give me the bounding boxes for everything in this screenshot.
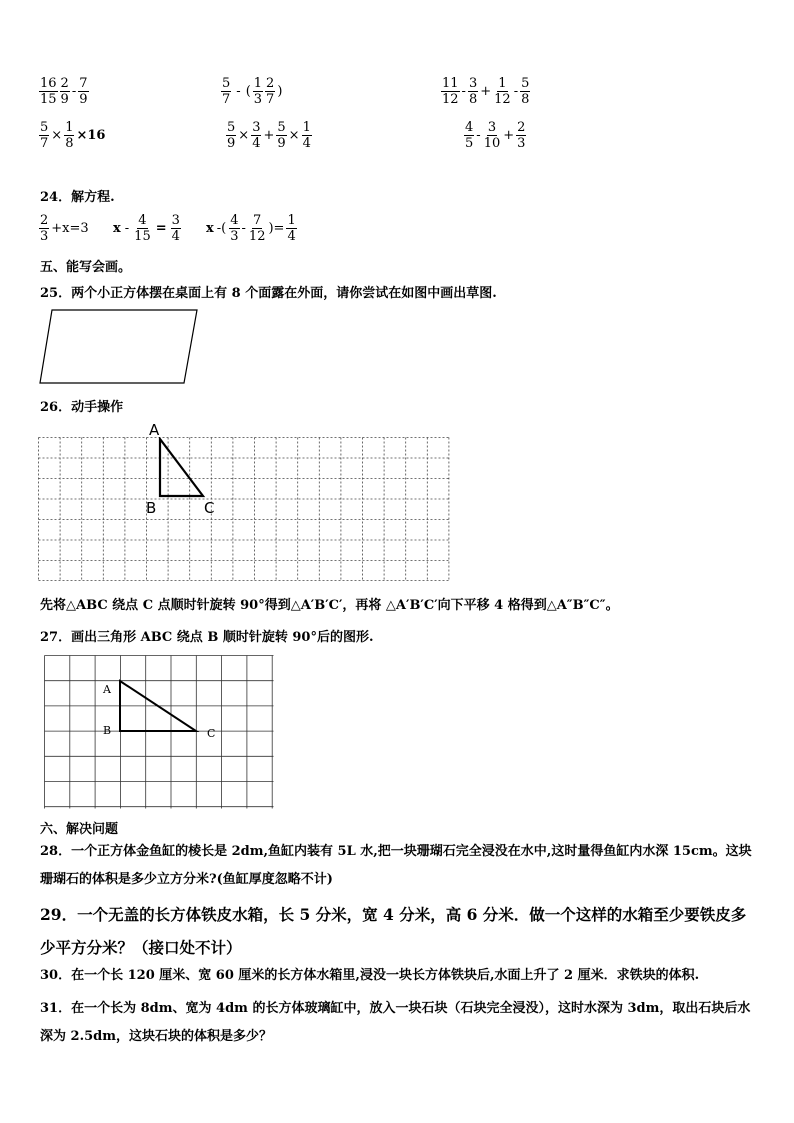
q26-title: 26．动手操作 xyxy=(40,400,124,415)
q28-text: 28．一个正方体金鱼缸的棱长是 2dm,鱼缸内装有 5L 水,把一块珊瑚石完全浸没在水中,这时量得鱼缸内水深 15cm。这块珊瑚石的体积是多少立方分米?(鱼缸厚度忽略不计) xyxy=(40,844,752,887)
q31-text: 31．在一个长为 8dm、宽为 4dm 的长方体玻璃缸中，放入一块石块（石块完全浸没），这时水深为 3dm，取出石块后水深为 2.5dm，这块石块的体积是多少？ xyxy=(40,1001,751,1044)
q25-text: 25．两个小正方体摆在桌面上有 8 个面露在外面，请你尝试在如图中画出草图. xyxy=(40,286,497,301)
q27-title: 27．画出三角形 ABC 绕点 B 顺时针旋转 90°后的图形. xyxy=(40,630,374,645)
calc-expression-3: $\frac{11}{12}$ - $\frac{3}{8}$ + $\frac{1}{12}$ - $\frac{5}{8}$ xyxy=(442,76,530,107)
q30-text: 30．在一个长 120 厘米、宽 60 厘米的长方体水箱里,浸没一块长方体铁块后,水面上升了 2 厘米．求铁块的体积. xyxy=(40,968,700,983)
q27-label-b: B xyxy=(103,724,112,737)
q26-label-b: B xyxy=(146,499,157,517)
q26-grid xyxy=(38,437,450,581)
equation-2: x - $\frac{4}{15}$ = $\frac{3}{4}$ xyxy=(113,213,180,244)
parallelogram-figure xyxy=(38,308,200,386)
q29-text: 29．一个无盖的长方体铁皮水箱，长 5 分米，宽 4 分米，高 6 分米．做一个这样的水箱至少要铁皮多少平方分米？（接口处不计） xyxy=(40,905,747,957)
q24-title: 24．解方程. xyxy=(40,190,115,205)
section-6-heading: 六、解决问题 xyxy=(40,822,119,837)
calc-expression-2: $\frac{5}{7}$ - ( $\frac{1}{3}$ $\frac{2}{7}$ ) xyxy=(222,76,283,107)
q26-label-a: A xyxy=(149,421,160,439)
q27-label-c: C xyxy=(207,727,216,740)
triangle-abc-q26 xyxy=(160,439,203,496)
q27-grid xyxy=(44,655,274,809)
equation-1: $\frac{2}{3}$ +x=3 xyxy=(40,213,89,244)
calc-expression-4: $\frac{5}{7}$ × $\frac{1}{8}$ ×16 xyxy=(40,120,106,151)
q26-label-c: C xyxy=(204,499,215,517)
calc-expression-1: $\frac{16}{15}$ $\frac{2}{9}$ - $\frac{7}{9}$ xyxy=(40,76,88,107)
calc-expression-5: $\frac{5}{9}$ × $\frac{3}{4}$ + $\frac{5}{9}$ × $\frac{1}{4}$ xyxy=(227,120,311,151)
q26-instruction: 先将△ABC 绕点 C 点顺时针旋转 90°得到△A′B′C′，再将 △A′B′C′向下平移 4 格得到△A″B″C″。 xyxy=(40,598,619,613)
equation-3: x -( $\frac{4}{3}$ - $\frac{7}{12}$ )= $\frac{1}{4}$ xyxy=(206,213,296,244)
section-5-heading: 五、能写会画。 xyxy=(40,260,132,275)
q27-label-a: A xyxy=(103,683,111,696)
calc-expression-6: $\frac{4}{5}$ - $\frac{3}{10}$ + $\frac{2}{3}$ xyxy=(465,120,526,151)
